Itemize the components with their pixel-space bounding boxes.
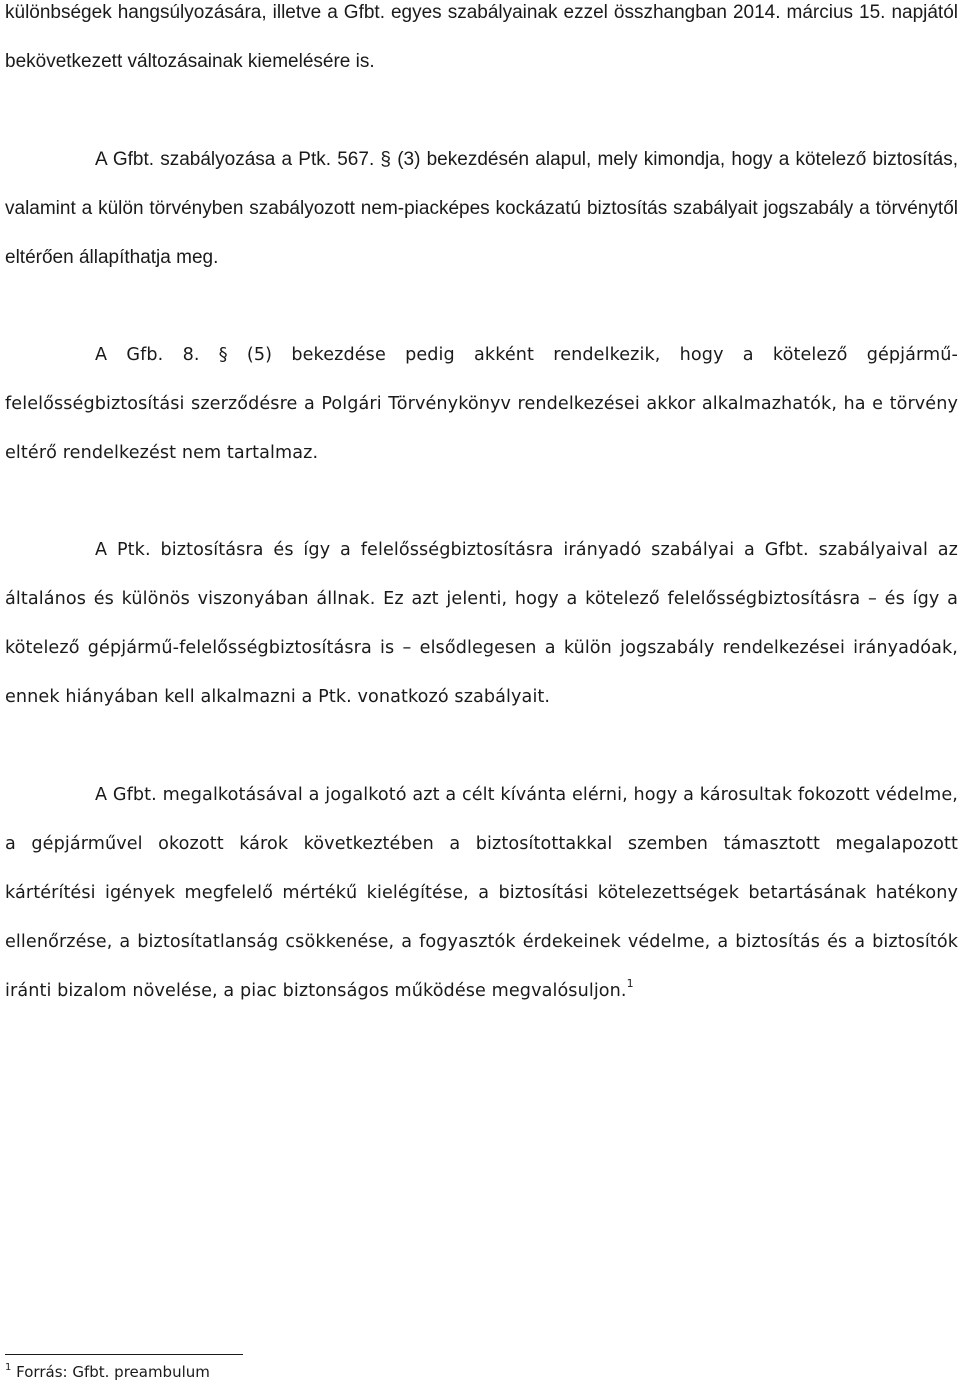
- footnote-number: 1: [5, 1362, 12, 1373]
- paragraph-text: különbségek hangsúlyozására, illetve a Gfbt. egyes szabályainak ezzel összhangban 2014. március 15. napjától bekövetkezett változásainak kiemelésére is.: [5, 2, 958, 72]
- paragraph-text: A Gfbt. megalkotásával a jogalkotó azt a célt kívánta elérni, hogy a károsultak fokozott védelme, a gépjárművel okozott károk következtében a biztosítottakkal szemben támasztott megalapozott kártérítési igények megfelelő mértékű kielégítése, a biztosítási kötelezettségek betartásának hatékony ellenőrzése, a biztosítatlanság csökkenése, a fogyasztók érdekeinek védelme, a biztosítás és a biztosítók iránti bizalom növelése, a piac biztonságos működése megvalósuljon.: [5, 785, 958, 1001]
- paragraph-gfb-8: [5, 331, 958, 478]
- paragraph-text: A Ptk. biztosításra és így a felelősségbiztosításra irányadó szabályai a Gfbt. szabályaival az általános és különös viszonyában állnak. Ez azt jelenti, hogy a kötelező felelősségbiztosításra – és így a kötelező gépjármű-felelősségbiztosításra is – elsődlegesen a külön jogszabály rendelkezései irányadóak, ennek hiányában kell alkalmazni a Ptk. vonatkozó szabályait.: [5, 540, 958, 707]
- footnote: [5, 1362, 210, 1382]
- footnote-text: Forrás: Gfbt. preambulum: [16, 1363, 210, 1381]
- paragraph-text: A Gfbt. szabályozása a Ptk. 567. § (3) bekezdésén alapul, mely kimondja, hogy a kötelező biztosítás, valamint a külön törvényben szabályozott nem-piacképes kockázatú biztosítás szabályait jogszabály a törvénytől eltérően állapíthatja meg.: [5, 149, 958, 268]
- paragraph-text: A Gfb. 8. § (5) bekezdése pedig akként rendelkezik, hogy a kötelező gépjármű-felelősségbiztosítási szerződésre a Polgári Törvénykönyv rendelkezései akkor alkalmazhatók, ha e törvény eltérő rendelkezést nem tartalmaz.: [5, 345, 958, 463]
- paragraph-intro-continuation: [5, 0, 958, 86]
- paragraph-ptk-567: [5, 135, 958, 282]
- footnote-separator: [5, 1354, 243, 1355]
- paragraph-ptk-relation: [5, 526, 958, 722]
- footnote-reference[interactable]: 1: [626, 977, 634, 990]
- paragraph-gfbt-purpose: [5, 771, 958, 1016]
